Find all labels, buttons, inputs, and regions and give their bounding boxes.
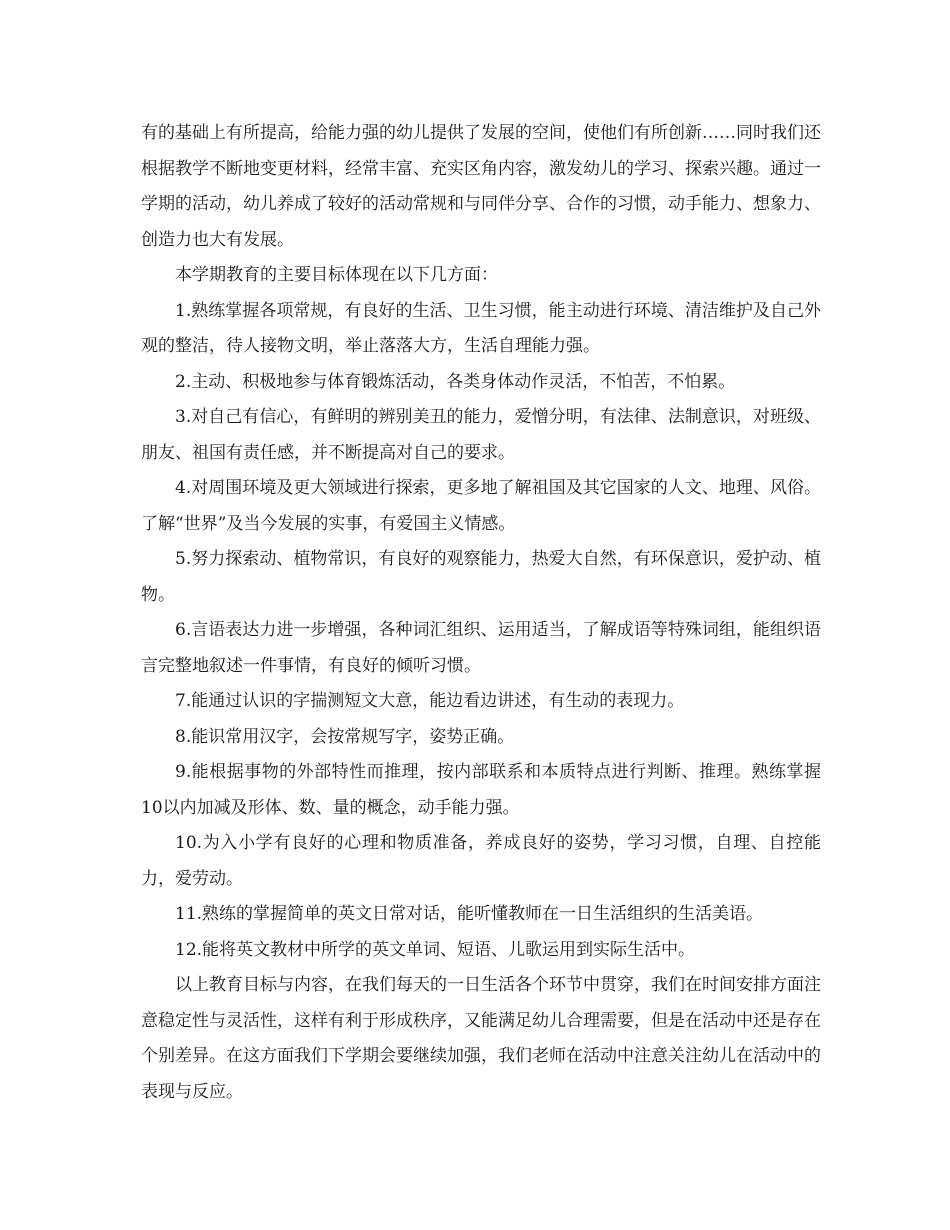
goal-item-9: 9.能根据事物的外部特性而推理，按内部联系和本质特点进行判断、推理。熟练掌握10以内加减及形体、数、量的概念，动手能力强。 [141, 762, 821, 818]
goal-item-7: 7.能通过认识的字揣测短文大意，能边看边讲述，有生动的表现力。 [175, 691, 685, 711]
goal-item-4: 4.对周围环境及更大领域进行探索，更多地了解祖国及其它国家的人文、地理、风俗。了解“世界”及当今发展的实事，有爱国主义情感。 [141, 478, 821, 534]
paragraph-summary: 以上教育目标与内容，在我们每天的一日生活各个环节中贯穿，我们在时间安排方面注意稳定性与灵活性，这样有利于形成秩序，又能满足幼儿合理需要，但是在活动中还是存在个别差异。在这方面我们下学期会要继续加强，我们老师在活动中注意关注幼儿在活动中的表现与反应。 [141, 975, 821, 1102]
paragraph-goals-intro: 本学期教育的主要目标体现在以下几方面： [175, 265, 498, 285]
goal-item-1: 1.熟练掌握各项常规，有良好的生活、卫生习惯，能主动进行环境、清洁维护及自己外观的整洁，待人接物文明，举止落落大方，生活自理能力强。 [141, 300, 821, 356]
goal-item-11: 11.熟练的掌握简单的英文日常对话，能听懂教师在一日生活组织的生活美语。 [175, 904, 764, 924]
goal-item-12: 12.能将英文教材中所学的英文单词、短语、儿歌运用到实际生活中。 [175, 939, 696, 960]
goal-item-6: 6.言语表达力进一步增强，各种词汇组织、运用适当，了解成语等特殊词组，能组织语言完整地叙述一件事情，有良好的倾听习惯。 [141, 620, 821, 676]
goal-item-8: 8.能识常用汉字，会按常规写字，姿势正确。 [175, 726, 515, 747]
goal-item-5: 5.努力探索动、植物常识，有良好的观察能力，热爱大自然，有环保意识，爱护动、植物。 [141, 549, 821, 605]
goal-item-10: 10.为入小学有良好的心理和物质准备，养成良好的姿势，学习习惯，自理、自控能力，爱劳动。 [141, 833, 821, 889]
paragraph-continuation: 有的基础上有所提高，给能力强的幼儿提供了发展的空间，使他们有所创新……同时我们还根据教学不断地变更材料，经常丰富、充实区角内容，激发幼儿的学习、探索兴趣。通过一学期的活动，幼儿养成了较好的活动常规和与同伴分享、合作的习惯，动手能力、想象力、创造力也大有发展。 [141, 123, 821, 250]
goal-item-2: 2.主动、积极地参与体育锻炼活动，各类身体动作灵活，不怕苦，不怕累。 [175, 371, 736, 392]
document-body [141, 116, 821, 1110]
goal-item-3: 3.对自己有信心，有鲜明的辨别美丑的能力，爱憎分明，有法律、法制意识，对班级、朋友、祖国有责任感，并不断提高对自己的要求。 [141, 407, 821, 463]
